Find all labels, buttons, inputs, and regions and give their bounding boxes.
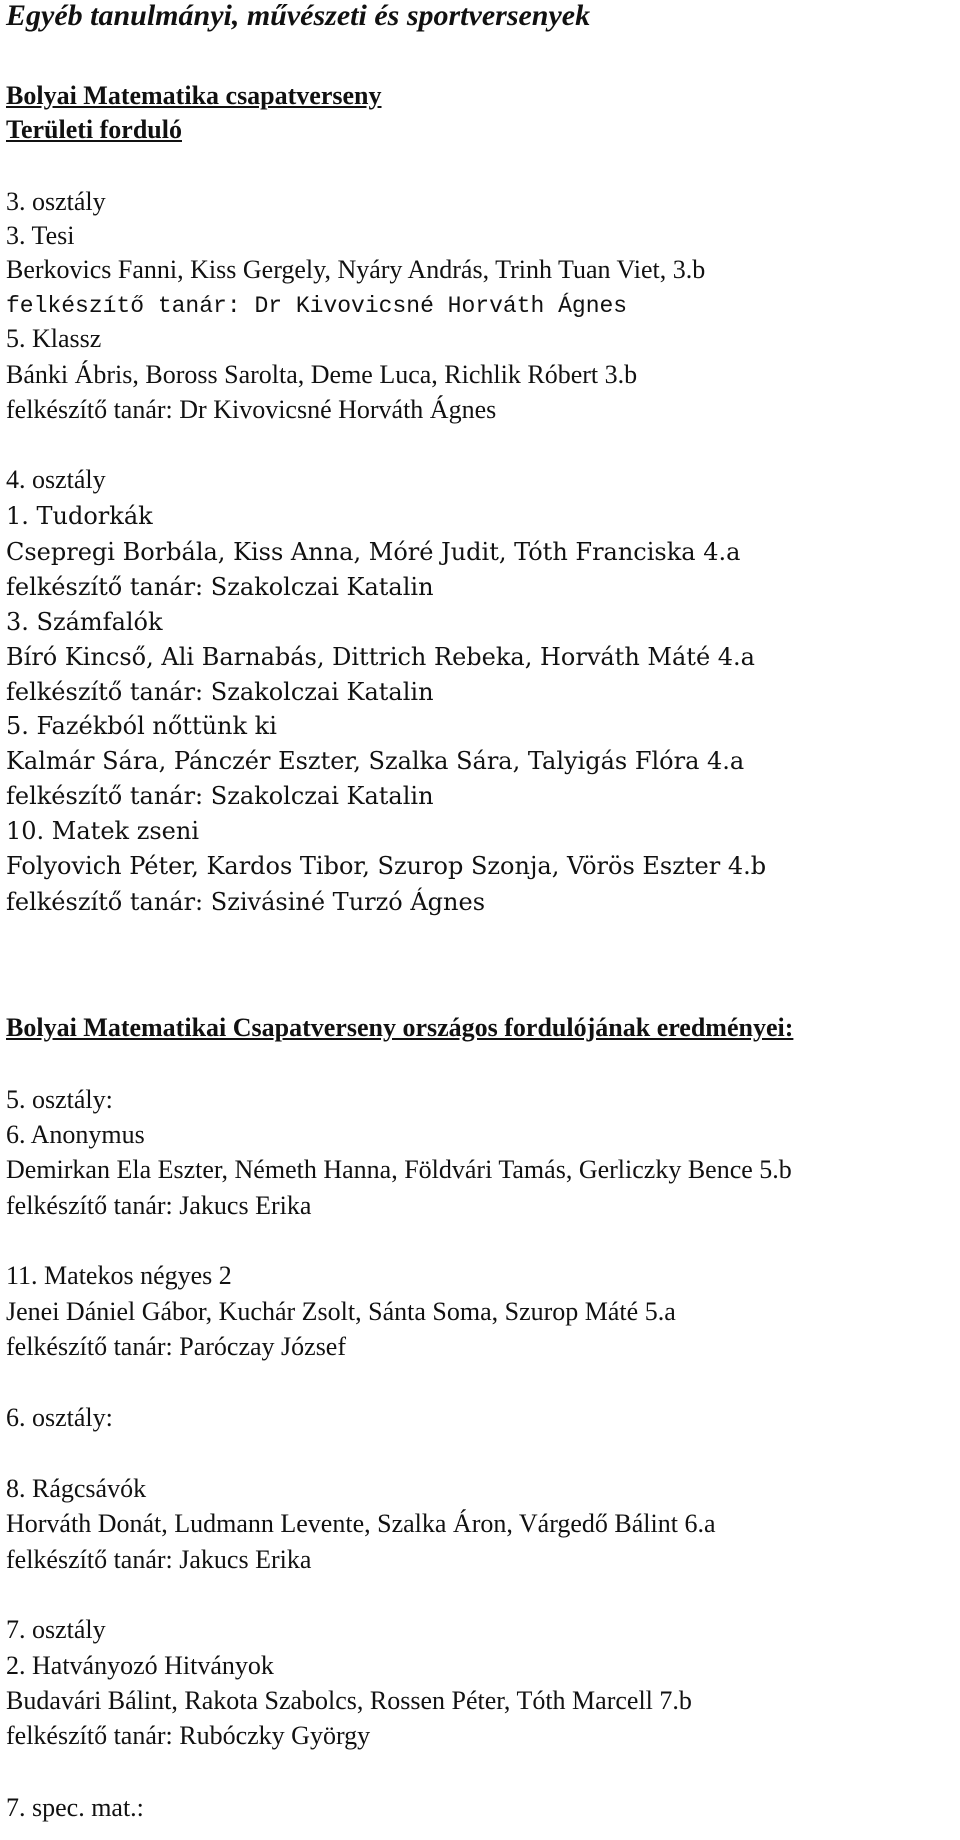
section-subheading-teruleti-fordulo: Területi forduló: [6, 115, 182, 144]
team-members: Bánki Ábris, Boross Sarolta, Deme Luca, Richlik Róbert 3.b: [6, 360, 638, 389]
team-members: Demirkan Ela Eszter, Németh Hanna, Földvári Tamás, Gerliczky Bence 5.b: [6, 1155, 792, 1184]
team-members: Csepregi Borbála, Kiss Anna, Móré Judit, Tóth Franciska 4.a: [6, 538, 741, 566]
team-name: 1. Tudorkák: [6, 502, 153, 530]
grade-label-3: 3. osztály: [6, 187, 106, 216]
team-name: 5. Fazékból nőttünk ki: [6, 712, 277, 740]
teacher-line: felkészítő tanár: Szivásiné Turzó Ágnes: [6, 888, 486, 916]
teacher-line: felkészítő tanár: Dr Kivovicsné Horváth Ágnes: [6, 293, 628, 319]
grade-label-7-spec: 7. spec. mat.:: [6, 1793, 144, 1822]
teacher-line: felkészítő tanár: Szakolczai Katalin: [6, 782, 434, 810]
grade-label-4: 4. osztály: [6, 465, 106, 494]
teacher-line: felkészítő tanár: Szakolczai Katalin: [6, 573, 434, 601]
team-members: Jenei Dániel Gábor, Kuchár Zsolt, Sánta Soma, Szurop Máté 5.a: [6, 1297, 676, 1326]
team-members: Folyovich Péter, Kardos Tibor, Szurop Szonja, Vörös Eszter 4.b: [6, 852, 767, 880]
teacher-line: felkészítő tanár: Szakolczai Katalin: [6, 678, 434, 706]
team-name: 2. Hatványozó Hitványok: [6, 1651, 274, 1680]
team-name: 3. Számfalók: [6, 608, 163, 636]
teacher-line: felkészítő tanár: Jakucs Erika: [6, 1191, 312, 1220]
team-name: 5. Klassz: [6, 324, 102, 353]
section-heading-bolyai-teruleti: Bolyai Matematika csapatverseny: [6, 81, 382, 110]
team-members: Horváth Donát, Ludmann Levente, Szalka Áron, Várgedő Bálint 6.a: [6, 1509, 716, 1538]
team-name: 3. Tesi: [6, 221, 75, 250]
teacher-line: felkészítő tanár: Paróczay József: [6, 1332, 347, 1361]
team-name: 10. Matek zseni: [6, 817, 199, 845]
section-heading-bolyai-orszagos: Bolyai Matematikai Csapatverseny országos fordulójának eredményei:: [6, 1013, 794, 1042]
teacher-line: felkészítő tanár: Rubóczky György: [6, 1721, 371, 1750]
grade-label-6: 6. osztály:: [6, 1403, 113, 1432]
grade-label-5: 5. osztály:: [6, 1085, 113, 1114]
teacher-line: felkészítő tanár: Dr Kivovicsné Horváth Ágnes: [6, 395, 497, 424]
team-name: 8. Rágcsávók: [6, 1474, 147, 1503]
page-title: Egyéb tanulmányi, művészeti és sportversenyek: [6, 0, 591, 32]
team-members: Kalmár Sára, Pánczér Eszter, Szalka Sára, Talyigás Flóra 4.a: [6, 747, 745, 775]
team-name: 6. Anonymus: [6, 1120, 145, 1149]
teacher-line: felkészítő tanár: Jakucs Erika: [6, 1545, 312, 1574]
grade-label-7: 7. osztály: [6, 1615, 106, 1644]
team-members: Bíró Kincső, Ali Barnabás, Dittrich Rebeka, Horváth Máté 4.a: [6, 643, 755, 671]
team-name: 11. Matekos négyes 2: [6, 1261, 232, 1290]
team-members: Budavári Bálint, Rakota Szabolcs, Rossen Péter, Tóth Marcell 7.b: [6, 1686, 692, 1715]
team-members: Berkovics Fanni, Kiss Gergely, Nyáry András, Trinh Tuan Viet, 3.b: [6, 255, 706, 284]
